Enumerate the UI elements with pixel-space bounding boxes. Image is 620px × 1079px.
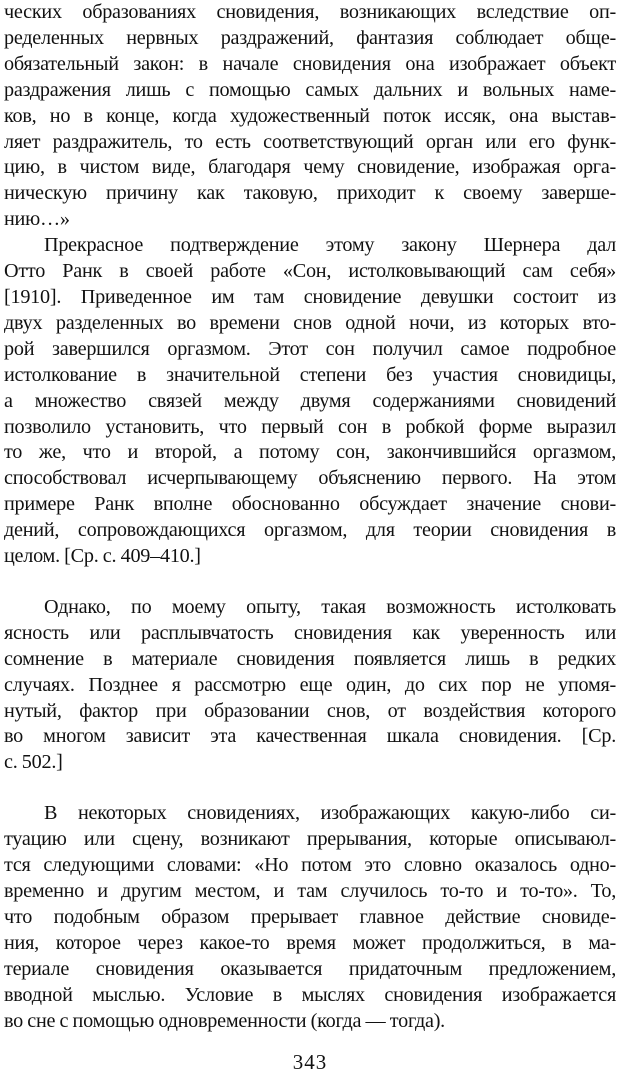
text-line: раздражения лишь с помощью самых дальних и вольных наме- — [4, 78, 616, 101]
text-line: целом. [Ср. с. 409–410.] — [4, 545, 201, 568]
text-line: ков, но в конце, когда художественный поток иссяк, она выстав- — [4, 104, 616, 127]
paragraph-2 — [4, 233, 616, 570]
text-line: ясность или расплывчатость сновидения как уверенность или — [4, 621, 616, 644]
text-line: позволило установить, что первый сон в робкой форме выразил — [4, 415, 616, 438]
text-line: а множество связей между двумя содержаниями сновидений — [4, 389, 616, 412]
text-line: нутый, фактор при образовании снов, от воздействия которого — [4, 699, 616, 722]
text-line: ния, которое через какое-то время может продолжиться, в ма- — [4, 931, 616, 954]
text-line: Отто Ранк в своей работе «Сон, истолковывающий сам себя» — [4, 260, 616, 283]
text-line: способствовал исчерпывающему объяснению первого. На этом — [4, 467, 616, 490]
text-line: рой завершился оргазмом. Этот сон получил самое подробное — [4, 337, 616, 360]
text-line: ределенных нервных раздражений, фантазия соблюдает обще- — [4, 26, 616, 49]
paragraph-3 — [4, 595, 616, 776]
text-line: вводной мыслью. Условие в мыслях сновидения изображается — [4, 983, 616, 1006]
text-line: В некоторых сновидениях, изображающих какую-либо си- — [44, 802, 616, 825]
text-line: туацию или сцену, возникают прерывания, которые описываюл- — [4, 828, 616, 851]
text-line: Прекрасное подтверждение этому закону Шернера дал — [44, 234, 616, 257]
text-line: истолкование в значительной степени без участия сновидицы, — [4, 363, 616, 386]
text-line: что подобным образом прерывает главное действие сновиде- — [4, 905, 616, 928]
paragraph-gap — [4, 570, 616, 595]
page-number: 343 — [292, 1050, 328, 1074]
text-line: Однако, по моему опыту, такая возможность истолковать — [44, 595, 616, 618]
paragraph-1 — [4, 0, 616, 233]
text-line: обязательный закон: в начале сновидения она изображает объект — [4, 52, 616, 75]
paragraph-gap — [4, 776, 616, 801]
text-line: [1910]. Приведенное им там сновидение девушки состоит из — [4, 285, 616, 308]
text-line: во сне с помощью одновременности (когда — тогда). — [4, 1009, 445, 1032]
text-line: цию, в чистом виде, благодаря чему сновидение, изображая орга- — [4, 156, 616, 179]
text-line: временно и другим местом, и там случилось то-то и то-то». То, — [4, 880, 616, 902]
text-line: примере Ранк вполне обоснованно обсуждает значение снови- — [4, 493, 616, 516]
text-line: териале сновидения оказывается придаточным предложением, — [4, 957, 616, 980]
text-line: во многом зависит эта качественная шкала сновидения. [Ср. — [4, 725, 616, 748]
text-line: ническую причину как таковую, приходит к своему заверше- — [4, 182, 616, 205]
text-line: двух разделенных во времени снов одной ночи, из которых вто- — [4, 311, 616, 334]
text-line: дений, сопровождающихся оргазмом, для теории сновидения в — [4, 519, 616, 542]
text-line: тся следующими словами: «Но потом это словно оказалось одно- — [4, 854, 616, 877]
body-text — [4, 0, 616, 1034]
text-line: нию…» — [4, 208, 70, 231]
text-line: случаях. Позднее я рассмотрю еще один, до сих пор не упомя- — [4, 673, 616, 696]
text-line: ляет раздражитель, то есть соответствующий орган или его функ- — [4, 130, 616, 153]
paragraph-4 — [4, 801, 616, 1034]
text-line: то же, что и второй, а потому сон, закончившийся оргазмом, — [4, 441, 616, 464]
text-line: с. 502.] — [4, 751, 63, 774]
text-line: сомнение в материале сновидения появляется лишь в редких — [4, 647, 616, 670]
text-line: ческих образованиях сновидения, возникающих вследствие оп- — [4, 1, 616, 23]
